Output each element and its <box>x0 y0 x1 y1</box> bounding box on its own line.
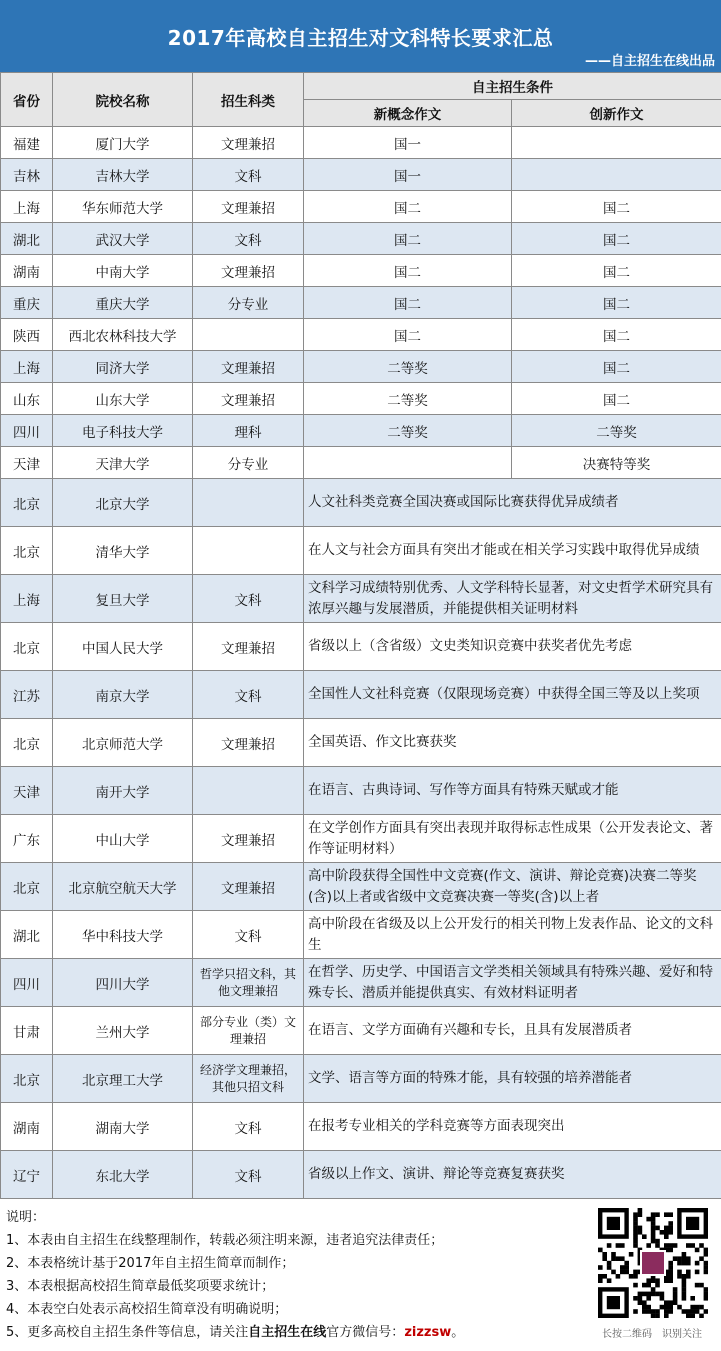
cell-subject: 文科 <box>193 911 304 959</box>
cell-subject: 文科 <box>193 1151 304 1199</box>
cell-province: 北京 <box>1 1055 53 1103</box>
cell-school: 同济大学 <box>53 351 193 383</box>
cell-condition: 在文学创作方面具有突出表现并取得标志性成果（公开发表论文、著作等证明材料） <box>304 815 721 863</box>
table-row <box>1 159 721 191</box>
cell-province: 山东 <box>1 383 53 415</box>
cell-subject: 哲学只招文科，其他文理兼招 <box>193 959 304 1007</box>
cell-newconcept: 国一 <box>304 159 512 191</box>
cell-school: 四川大学 <box>53 959 193 1007</box>
cell-province: 辽宁 <box>1 1151 53 1199</box>
table-row <box>1 191 721 223</box>
cell-province: 北京 <box>1 623 53 671</box>
cell-subject: 文理兼招 <box>193 719 304 767</box>
cell-subject: 文理兼招 <box>193 383 304 415</box>
note-4: 4、本表空白处表示高校招生简章没有明确说明； <box>6 1302 288 1317</box>
cell-subject: 文理兼招 <box>193 863 304 911</box>
qr-caption: 长按二维码 识别关注 <box>602 1329 702 1340</box>
cell-school: 北京航空航天大学 <box>53 863 193 911</box>
cell-school: 中山大学 <box>53 815 193 863</box>
cell-province: 吉林 <box>1 159 53 191</box>
cell-school: 西北农林科技大学 <box>53 319 193 351</box>
cell-subject: 文理兼招 <box>193 351 304 383</box>
page-subtitle: ——自主招生在线出品 <box>584 54 715 69</box>
cell-province: 广东 <box>1 815 53 863</box>
cell-school: 华东师范大学 <box>53 191 193 223</box>
cell-school: 北京大学 <box>53 479 193 527</box>
cell-school: 武汉大学 <box>53 223 193 255</box>
notes-section <box>6 1206 464 1344</box>
cell-school: 天津大学 <box>53 447 193 479</box>
table-row <box>1 767 721 815</box>
cell-province: 陕西 <box>1 319 53 351</box>
cell-school: 湖南大学 <box>53 1103 193 1151</box>
cell-subject: 文理兼招 <box>193 255 304 287</box>
cell-school: 东北大学 <box>53 1151 193 1199</box>
requirements-table <box>0 72 721 1199</box>
cell-newconcept: 国一 <box>304 127 512 159</box>
cell-subject: 文理兼招 <box>193 623 304 671</box>
table-row <box>1 255 721 287</box>
cell-condition: 人文社科类竞赛全国决赛或国际比赛获得优异成绩者 <box>304 479 721 527</box>
table-row <box>1 383 721 415</box>
cell-newconcept: 国二 <box>304 223 512 255</box>
title-banner <box>0 0 721 72</box>
wechat-id: zizzsw <box>404 1325 452 1340</box>
cell-subject: 文科 <box>193 223 304 255</box>
table-row <box>1 415 721 447</box>
cell-school: 中南大学 <box>53 255 193 287</box>
cell-school: 华中科技大学 <box>53 911 193 959</box>
header-school: 院校名称 <box>53 73 193 127</box>
cell-innovation: 国二 <box>512 255 721 287</box>
cell-province: 上海 <box>1 351 53 383</box>
cell-innovation: 国二 <box>512 191 721 223</box>
table-row <box>1 1055 721 1103</box>
table-row <box>1 479 721 527</box>
cell-condition: 全国英语、作文比赛获奖 <box>304 719 721 767</box>
table-row <box>1 863 721 911</box>
cell-condition: 全国性人文社科竞赛（仅限现场竞赛）中获得全国三等及以上奖项 <box>304 671 721 719</box>
cell-province: 北京 <box>1 527 53 575</box>
cell-newconcept: 二等奖 <box>304 383 512 415</box>
cell-province: 北京 <box>1 863 53 911</box>
cell-innovation <box>512 127 721 159</box>
cell-school: 重庆大学 <box>53 287 193 319</box>
table-row <box>1 319 721 351</box>
cell-province: 四川 <box>1 415 53 447</box>
cell-innovation <box>512 159 721 191</box>
cell-school: 南开大学 <box>53 767 193 815</box>
cell-school: 北京理工大学 <box>53 1055 193 1103</box>
cell-subject: 经济学文理兼招，其他只招文科 <box>193 1055 304 1103</box>
note-3: 3、本表根据高校招生简章最低奖项要求统计； <box>6 1279 275 1294</box>
cell-condition: 省级以上（含省级）文史类知识竞赛中获奖者优先考虑 <box>304 623 721 671</box>
header-province: 省份 <box>1 73 53 127</box>
table-row <box>1 623 721 671</box>
cell-condition: 在报考专业相关的学科竞赛等方面表现突出 <box>304 1103 721 1151</box>
cell-subject: 文理兼招 <box>193 191 304 223</box>
cell-innovation: 国二 <box>512 223 721 255</box>
cell-subject: 分专业 <box>193 447 304 479</box>
cell-school: 北京师范大学 <box>53 719 193 767</box>
cell-subject <box>193 479 304 527</box>
cell-school: 清华大学 <box>53 527 193 575</box>
cell-newconcept: 国二 <box>304 319 512 351</box>
note-2: 2、本表格统计基于2017年自主招生简章而制作； <box>6 1256 295 1271</box>
cell-province: 湖南 <box>1 1103 53 1151</box>
table-row <box>1 1103 721 1151</box>
cell-newconcept: 国二 <box>304 287 512 319</box>
cell-subject: 分专业 <box>193 287 304 319</box>
cell-innovation: 国二 <box>512 319 721 351</box>
cell-school: 山东大学 <box>53 383 193 415</box>
note-5-text: 5、更多高校自主招生条件等信息，请关注 <box>6 1325 249 1340</box>
note-5-account: 自主招生在线 <box>248 1325 327 1340</box>
table-row <box>1 1007 721 1055</box>
cell-condition: 在人文与社会方面具有突出才能或在相关学习实践中取得优异成绩 <box>304 527 721 575</box>
table-row <box>1 911 721 959</box>
notes-heading: 说明： <box>6 1210 46 1225</box>
cell-subject: 文理兼招 <box>193 127 304 159</box>
cell-innovation: 二等奖 <box>512 415 721 447</box>
cell-school: 中国人民大学 <box>53 623 193 671</box>
header-conditions: 自主招生条件 <box>304 73 721 100</box>
header-subject: 招生科类 <box>193 73 304 127</box>
cell-school: 吉林大学 <box>53 159 193 191</box>
cell-province: 重庆 <box>1 287 53 319</box>
cell-province: 北京 <box>1 479 53 527</box>
cell-condition: 高中阶段在省级及以上公开发行的相关刊物上发表作品、论文的文科生 <box>304 911 721 959</box>
cell-school: 电子科技大学 <box>53 415 193 447</box>
table-row <box>1 527 721 575</box>
cell-province: 江苏 <box>1 671 53 719</box>
table-row <box>1 671 721 719</box>
cell-innovation: 决赛特等奖 <box>512 447 721 479</box>
table-row <box>1 575 721 623</box>
cell-subject: 文理兼招 <box>193 815 304 863</box>
cell-school: 南京大学 <box>53 671 193 719</box>
cell-province: 湖北 <box>1 911 53 959</box>
table-row <box>1 447 721 479</box>
cell-subject: 文科 <box>193 671 304 719</box>
cell-condition: 高中阶段获得全国性中文竞赛(作文、演讲、辩论竞赛)决赛二等奖(含)以上者或省级中文竞赛决赛一等奖(含)以上者 <box>304 863 721 911</box>
cell-subject: 部分专业（类）文理兼招 <box>193 1007 304 1055</box>
cell-province: 甘肃 <box>1 1007 53 1055</box>
cell-province: 四川 <box>1 959 53 1007</box>
cell-province: 福建 <box>1 127 53 159</box>
table-row <box>1 1151 721 1199</box>
header-innovation: 创新作文 <box>512 100 721 127</box>
cell-school: 复旦大学 <box>53 575 193 623</box>
cell-province: 湖北 <box>1 223 53 255</box>
cell-province: 上海 <box>1 575 53 623</box>
cell-subject: 文科 <box>193 159 304 191</box>
cell-condition: 文学、语言等方面的特殊才能，具有较强的培养潜能者 <box>304 1055 721 1103</box>
page-title: 2017年高校自主招生对文科特长要求汇总 <box>167 26 554 50</box>
table-row <box>1 287 721 319</box>
cell-condition: 省级以上作文、演讲、辩论等竞赛复赛获奖 <box>304 1151 721 1199</box>
cell-newconcept: 二等奖 <box>304 351 512 383</box>
table-row <box>1 351 721 383</box>
cell-condition: 文科学习成绩特别优秀、人文学科特长显著，对文史哲学术研究具有浓厚兴趣与发展潜质，并能提供相关证明材料 <box>304 575 721 623</box>
cell-newconcept <box>304 447 512 479</box>
table-row <box>1 127 721 159</box>
cell-newconcept: 国二 <box>304 191 512 223</box>
cell-subject: 理科 <box>193 415 304 447</box>
table-row <box>1 959 721 1007</box>
cell-condition: 在哲学、历史学、中国语言文学类相关领域具有特殊兴趣、爱好和特殊专长、潜质并能提供真实、有效材料证明者 <box>304 959 721 1007</box>
cell-newconcept: 二等奖 <box>304 415 512 447</box>
table-row <box>1 719 721 767</box>
header-newconcept: 新概念作文 <box>304 100 512 127</box>
cell-subject <box>193 767 304 815</box>
cell-innovation: 国二 <box>512 351 721 383</box>
cell-subject <box>193 319 304 351</box>
cell-school: 兰州大学 <box>53 1007 193 1055</box>
cell-province: 天津 <box>1 767 53 815</box>
cell-province: 北京 <box>1 719 53 767</box>
cell-innovation: 国二 <box>512 383 721 415</box>
cell-condition: 在语言、文学方面确有兴趣和专长，且具有发展潜质者 <box>304 1007 721 1055</box>
cell-province: 上海 <box>1 191 53 223</box>
note-5-end: 。 <box>451 1325 465 1340</box>
table-row <box>1 815 721 863</box>
cell-newconcept: 国二 <box>304 255 512 287</box>
note-5-label: 官方微信号： <box>326 1325 405 1340</box>
cell-subject: 文科 <box>193 575 304 623</box>
cell-subject: 文科 <box>193 1103 304 1151</box>
cell-subject <box>193 527 304 575</box>
cell-province: 湖南 <box>1 255 53 287</box>
cell-innovation: 国二 <box>512 287 721 319</box>
note-5 <box>6 1321 464 1344</box>
cell-province: 天津 <box>1 447 53 479</box>
qr-code-icon <box>598 1208 708 1318</box>
table-row <box>1 223 721 255</box>
cell-condition: 在语言、古典诗词、写作等方面具有特殊天赋或才能 <box>304 767 721 815</box>
note-1: 1、本表由自主招生在线整理制作，转载必须注明来源，违者追究法律责任； <box>6 1233 444 1248</box>
cell-school: 厦门大学 <box>53 127 193 159</box>
table-body <box>1 127 721 1199</box>
